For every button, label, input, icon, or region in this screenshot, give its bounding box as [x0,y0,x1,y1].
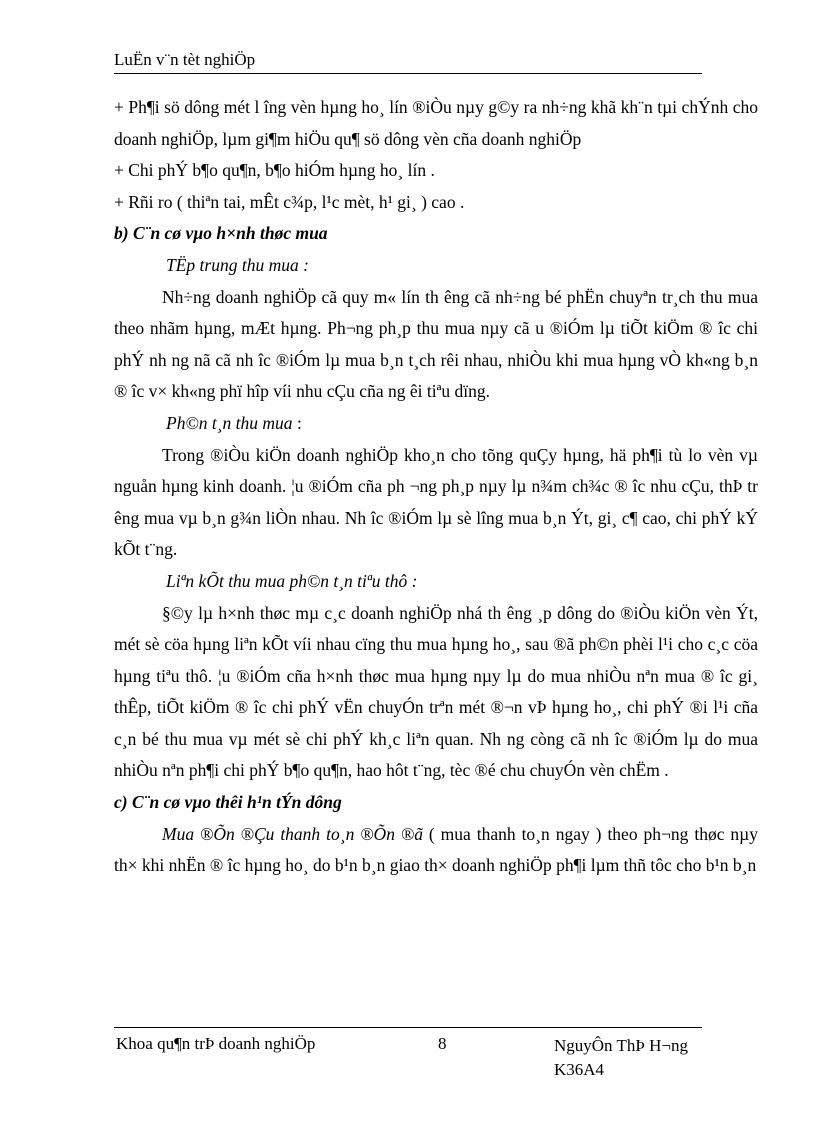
author-name: NguyÔn ThÞ H¬ng [554,1036,688,1055]
paragraph-2: Trong ®iÒu kiÖn doanh nghiÖp kho¸n cho tõng quÇy hµng, hä ph¶i tù lo vèn vµ nguån hµng kinh doanh. ¦u ®iÓm cña ph ¬ng ph¸p nµy lµ n¾m ch¾c ® îc nhu cÇu, thÞ tr êng mua vµ b¸n g¾n liÒn nhau. Nh îc ®iÓm lµ sè lîng mua b¸n Ýt, gi¸ c¶ cao, chi phÝ kÝ kÕt t¨ng. [114,444,758,560]
subheading-lien-ket: Liªn kÕt thu mua ph©n t¸n tiªu thô : [166,570,418,591]
author-class: K36A4 [554,1060,605,1079]
page-body [114,92,758,882]
paragraph-4 [114,819,758,882]
bullet-3: + Rñi ro ( thiªn tai, mÊt c¾p, l¹c mèt, h¹ gi¸ ) cao . [114,191,465,212]
paragraph-4-rest: ( mua thanh to¸n ngay ) theo ph¬ng thøc nµy th× khi nhËn ® îc hµng ho¸ do b¹n b¸n giao th× doanh nghiÖp ph¶i lµm thñ tôc cho b¹n b¸n [114,823,758,876]
paragraph-4-italic: Mua ®Õn ®Çu thanh to¸n ®Õn ®ã [162,823,423,844]
footer-author [554,1034,688,1082]
subheading-phan-tan-label: Ph©n t¸n thu mua [166,412,293,433]
paragraph-1: Nh÷ng doanh nghiÖp cã quy m« lín th êng cã nh÷ng bé phËn chuyªn tr¸ch thu mua theo nhãm hµng, mÆt hµng. Ph¬ng ph¸p thu mua nµy cã u ®iÓm lµ tiÕt kiÖm ® îc chi phÝ nh ng nã cã nh îc ®iÓm lµ mua b¸n t¸ch rêi nhau, nhiÒu khi mua hµng vÒ kh«ng b¸n ® îc v× kh«ng phï hîp víi nhu cÇu cña ng êi tiªu dïng. [114,286,758,402]
bullet-2: + Chi phÝ b¶o qu¶n, b¶o hiÓm hµng ho¸ lín . [114,160,435,181]
page-header [114,50,702,74]
page-number: 8 [438,1034,447,1053]
page-footer [114,1027,702,1079]
subheading-phan-tan [114,408,758,440]
section-heading-c: c) C¨n cø vµo thêi h¹n tÝn dông [114,792,342,813]
subheading-phan-tan-colon: : [292,412,302,433]
footer-department: Khoa qu¶n trÞ doanh nghiÖp [116,1034,316,1053]
subheading-tap-trung: TËp trung thu mua : [166,254,309,275]
paragraph-3: §©y lµ h×nh thøc mµ c¸c doanh nghiÖp nhá th êng ¸p dông do ®iÒu kiÖn vèn Ýt, mét sè cöa hµng liªn kÕt víi nhau cïng thu mua hµng ho¸, sau ®ã ph©n phèi l¹i cho c¸c cöa hµng tiªu thô. ¦u ®iÓm cña h×nh thøc mua hµng nµy lµ do mua nhiÒu nªn mua ® îc gi¸ thÊp, tiÕt kiÖm ® îc chi phÝ vËn chuyÓn trªn mét ®¬n vÞ hµng ho¸, chi phÝ ®i l¹i cña c¸n bé thu mua vµ mét sè chi phÝ kh¸c liªn quan. Nh ng còng cã nh îc ®iÓm lµ do mua nhiÒu nªn ph¶i chi phÝ b¶o qu¶n, hao hôt t¨ng, tèc ®é chu chuyÓn vèn chËm . [114,602,758,781]
header-title: LuËn v¨n tèt nghiÖp [114,50,256,69]
bullet-1: + Ph¶i sö dông mét l îng vèn hµng ho¸ lín ®iÒu nµy g©y ra nh÷ng khã kh¨n tµi chÝnh cho doanh nghiÖp, lµm gi¶m hiÖu qu¶ sö dông vèn cña doanh nghiÖp [114,97,758,149]
section-heading-b: b) C¨n cø vµo h×nh thøc mua [114,223,328,244]
